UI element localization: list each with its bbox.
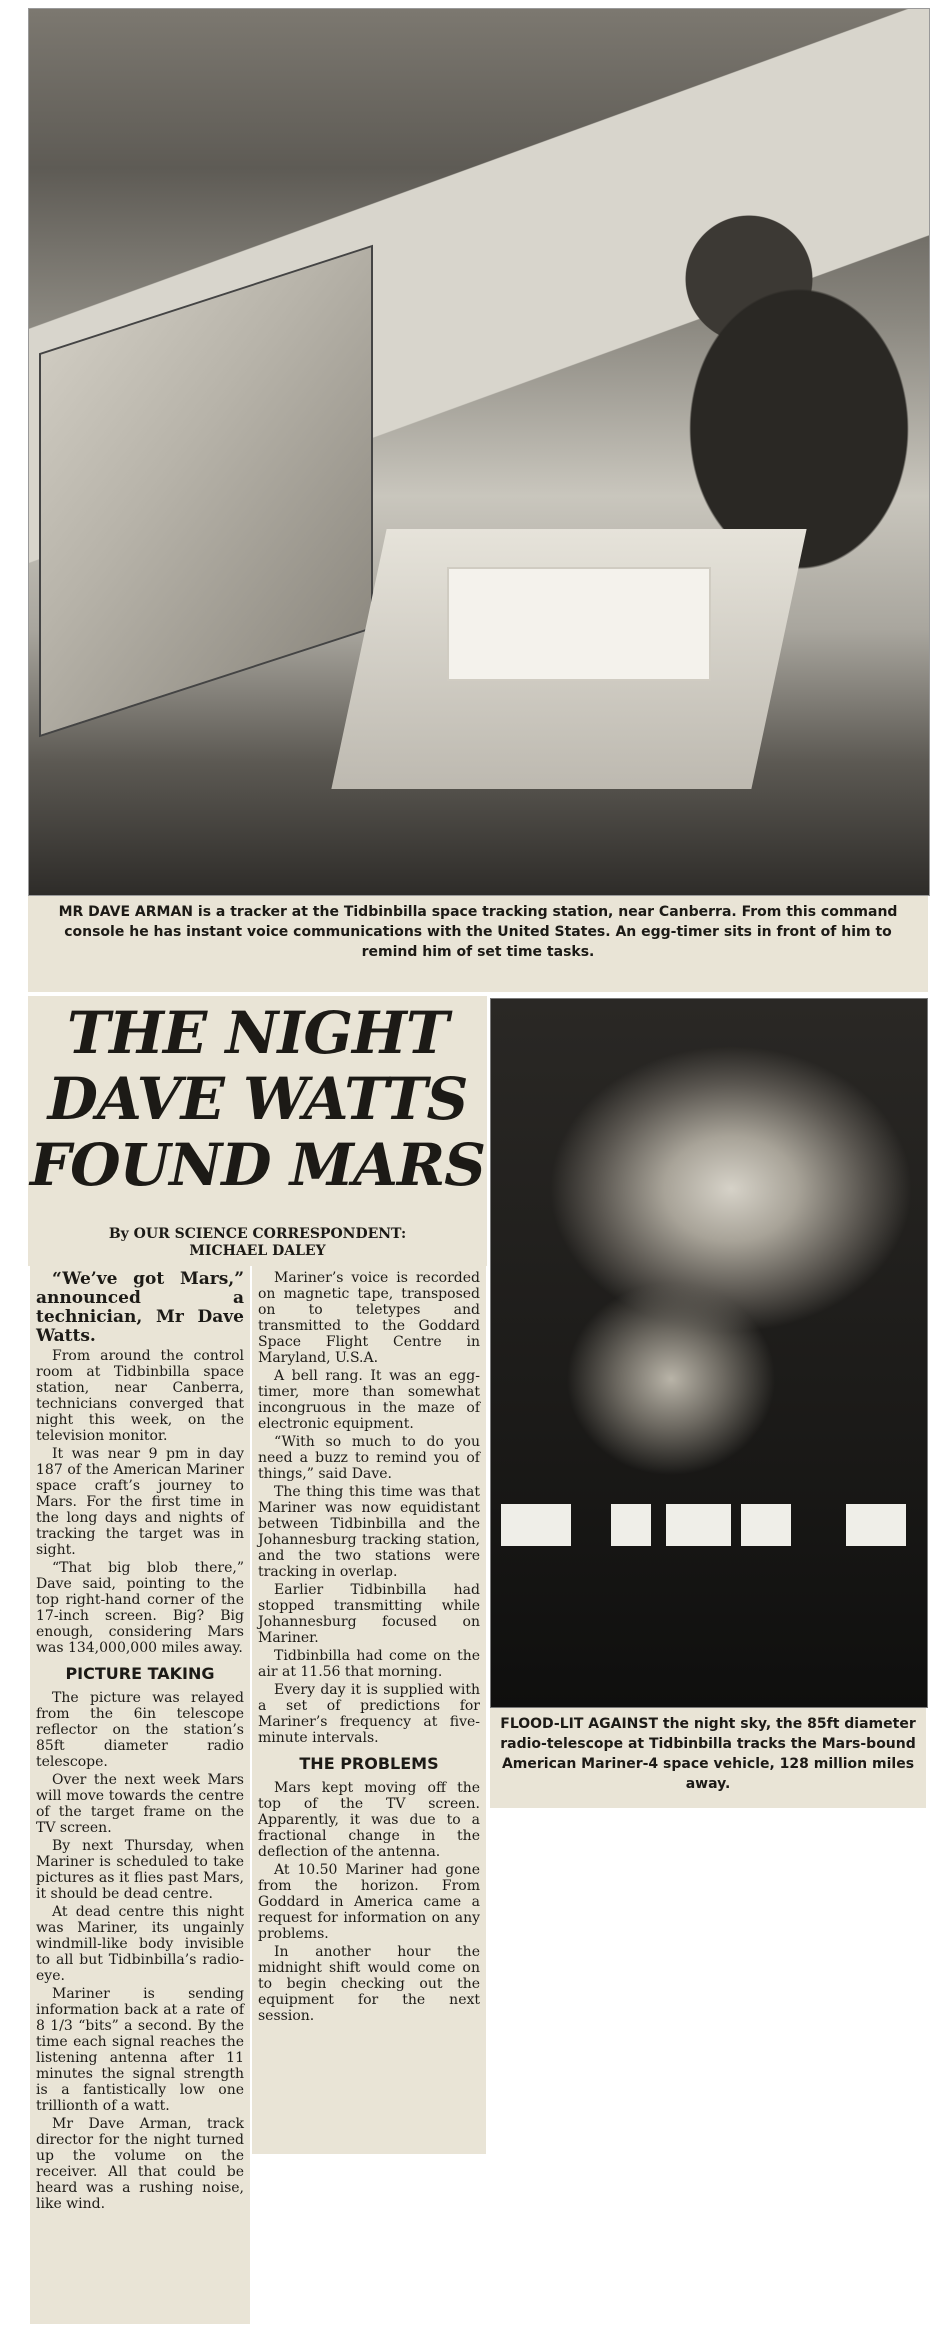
paragraph: Earlier Tidbinbilla had stopped transmitting while Johannesburg focused on Mariner. [258,1582,480,1646]
subhead-picture-taking: PICTURE TAKING [65,1664,215,1683]
desk-papers [449,569,709,679]
paragraph: From around the control room at Tidbinbilla space station, near Canberra, technicians converged that night this week, on the television monitor. [36,1348,244,1444]
byline-title: By OUR SCIENCE CORRESPONDENT: [108,1226,407,1242]
headline-block [28,996,487,1226]
article-column-1 [30,1266,250,2324]
paragraph: At 10.50 Mariner had gone from the horizon. From Goddard in America came a request for information on any problems. [258,1862,480,1942]
telescope-caption: FLOOD-LIT AGAINST the night sky, the 85ft diameter radio-telescope at Tidbinbilla tracks the Mars-bound American Mariner-4 space vehicle, 128 million miles away. [490,1708,926,1808]
headline-line-3: FOUND MARS [29,1131,486,1199]
paragraph: Mariner is sending information back at a rate of 8 1/3 “bits” a second. By the time each signal reaches the listening antenna after 11 minutes the signal strength is a fantistically low one trillionth of a watt. [36,1986,244,2114]
lead-paragraph: “We’ve got Mars,” announced a technician, Mr Dave Watts. [36,1269,244,1346]
headline-line-1: THE NIGHT [67,999,448,1067]
paragraph: A bell rang. It was an egg-timer, more than somewhat incongruous in the maze of electronic equipment. [258,1368,480,1432]
radio-telescope-photo [490,998,928,1708]
paragraph: By next Thursday, when Mariner is scheduled to take pictures as it flies past Mars, it should be dead centre. [36,1838,244,1902]
paragraph: The thing this time was that Mariner was now equidistant between Tidbinbilla and the Johannesburg tracking station, and the two stations were tracking in overlap. [258,1484,480,1580]
headline-line-2: DAVE WATTS [47,1065,468,1133]
paragraph: It was near 9 pm in day 187 of the American Mariner space craft’s journey to Mars. For the first time in the long days and nights of tracking the target was in sight. [36,1446,244,1558]
paragraph: Tidbinbilla had come on the air at 11.56 that morning. [258,1648,480,1680]
paragraph: “With so much to do you need a buzz to remind you of things,” said Dave. [258,1434,480,1482]
paragraph: Over the next week Mars will move towards the centre of the target frame on the TV screen. [36,1772,244,1836]
paragraph: Mariner’s voice is recorded on magnetic tape, transposed on to teletypes and transmitted to the Goddard Space Flight Centre in Maryland, U.S.A. [258,1270,480,1366]
subhead-the-problems: THE PROBLEMS [299,1754,439,1773]
top-photo-caption: MR DAVE ARMAN is a tracker at the Tidbinbilla space tracking station, near Canberra. From this command console he has instant voice communications with the United States. An egg-timer sits in front of him to remind him of set time tasks. [28,896,928,992]
console-panel [39,245,373,738]
byline-author: MICHAEL DALEY [189,1243,326,1259]
console-photo [28,8,930,896]
article-column-2 [252,1266,486,2154]
floodlights [491,1504,927,1546]
paragraph: Mr Dave Arman, track director for the night turned up the volume on the receiver. All that could be heard was a rushing noise, like wind. [36,2116,244,2212]
paragraph: At dead centre this night was Mariner, its ungainly windmill-like body invisible to all but Tidbinbilla’s radio-eye. [36,1904,244,1984]
byline [28,1226,487,1266]
paragraph: Every day it is supplied with a set of predictions for Mariner’s frequency at five-minute intervals. [258,1682,480,1746]
paragraph: In another hour the midnight shift would come on to begin checking out the equipment for the next session. [258,1944,480,2024]
paragraph: The picture was relayed from the 6in telescope reflector on the station’s 85ft diameter radio telescope. [36,1690,244,1770]
paragraph: Mars kept moving off the top of the TV screen. Apparently, it was due to a fractional change in the deflection of the antenna. [258,1780,480,1860]
paragraph: “That big blob there,” Dave said, pointing to the top right-hand corner of the 17-inch screen. Big? Big enough, considering Mars was 134,000,000 miles away. [36,1560,244,1656]
